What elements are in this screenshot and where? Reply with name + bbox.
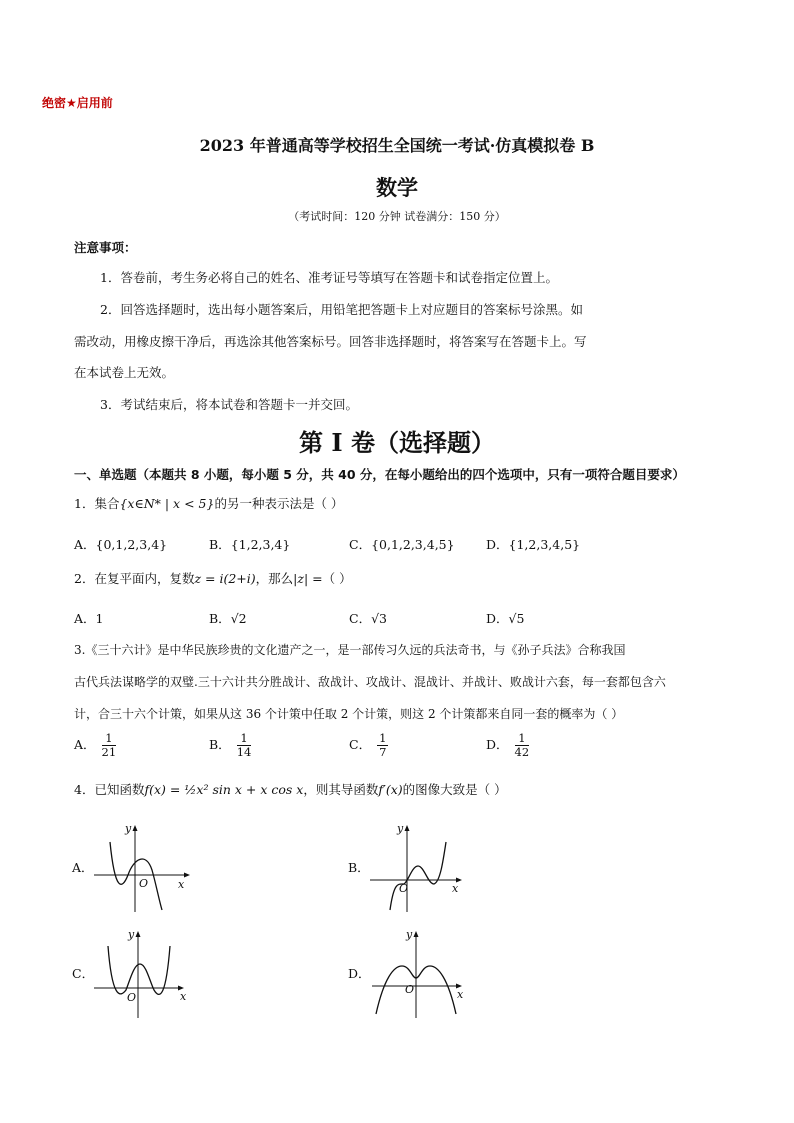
y-axis-arrow <box>136 931 141 937</box>
q4-function-expression: f(x) = ½x² sin x + x cos x <box>144 782 304 797</box>
q2-modulus: |z| = <box>293 571 323 586</box>
q4-option-a-label: A． <box>72 860 94 875</box>
notice-item: 3．考试结束后，将本试卷和答题卡一并交回。 <box>100 397 358 412</box>
question-3-line: 3.《三十六计》是中华民族珍贵的文化遗产之一，是一部传习久远的兵法奇书，与《孙子兵法》合称我国 <box>74 643 626 657</box>
question-3-line: 古代兵法谋略学的双璧.三十六计共分胜战计、敌战计、攻战计、混战计、并战计、败战计六套，每一套都包含六 <box>74 675 666 689</box>
q3-option-b: B． $\frac{1}{14}$ <box>209 731 252 759</box>
x-label: x <box>180 990 187 1003</box>
y-axis-arrow <box>405 825 410 831</box>
x-label: x <box>178 878 185 891</box>
y-label: y <box>128 928 135 941</box>
x-label: x <box>452 882 459 895</box>
q4-graph-d <box>372 928 472 1020</box>
part-heading: 一、单选题（本题共 8 小题，每小题 5 分，共 40 分，在每小题给出的四个选项中，只有一项符合题目要求） <box>74 467 685 482</box>
subject-title: 数学 <box>376 176 418 200</box>
question-1-stem: 1．集合{x∈N* | x < 5}的另一种表示法是（ ） <box>74 496 344 511</box>
fraction: $\frac{1}{21}$ <box>101 731 117 759</box>
q1-option-c: C．{0,1,2,3,4,5} <box>349 537 455 552</box>
q4-graph-b <box>370 822 470 914</box>
y-label: y <box>406 928 413 941</box>
notice-item: 在本试卷上无效。 <box>74 365 175 380</box>
y-label: y <box>125 822 132 835</box>
q4-graph-a <box>94 822 194 914</box>
x-label: x <box>457 988 464 1001</box>
q1-option-a: A．{0,1,2,3,4} <box>74 537 168 552</box>
q2-option-d: D．√5 <box>486 611 525 626</box>
q4-option-d-label: D． <box>348 966 371 981</box>
question-4-stem: 4．已知函数f(x) = ½x² sin x + x cos x，则其导函数f′(x)的图像大致是（ ） <box>74 782 507 797</box>
q4-option-b-label: B． <box>348 860 370 875</box>
q2-option-c: C．√3 <box>349 611 387 626</box>
q1-set-expression: {x∈N* | x < 5} <box>119 496 215 511</box>
notice-item: 1．答卷前，考生务必将自己的姓名、准考证号等填写在答题卡和试卷指定位置上。 <box>100 270 558 285</box>
curve <box>110 842 162 910</box>
x-axis-arrow <box>184 873 190 878</box>
curve <box>108 946 170 994</box>
fraction: $\frac{1}{14}$ <box>236 731 252 759</box>
y-axis-arrow <box>414 931 419 937</box>
q3-option-a: A． $\frac{1}{21}$ <box>74 731 117 759</box>
curve <box>390 842 446 910</box>
q3-option-d: D． $\frac{1}{42}$ <box>486 731 530 759</box>
q4-derivative: f′(x) <box>378 782 403 797</box>
q2-option-a: A．1 <box>74 611 104 626</box>
question-2-stem: 2．在复平面内，复数z = i(2+i)，那么|z| =（ ） <box>74 571 352 586</box>
origin-label: O <box>405 983 415 996</box>
y-axis-arrow <box>133 825 138 831</box>
q3-option-c: C． $\frac{1}{7}$ <box>349 731 387 759</box>
q2-option-b: B．√2 <box>209 611 247 626</box>
origin-label: O <box>399 882 409 895</box>
notice-heading: 注意事项： <box>74 240 137 255</box>
q4-option-c-label: C． <box>72 966 95 981</box>
section-title: 第 I 卷（选择题） <box>299 428 495 457</box>
y-label: y <box>397 822 404 835</box>
question-3-line: 计，合三十六个计策，如果从这 36 个计策中任取 2 个计策，则这 2 个计策都来自同一套的概率为（ ） <box>74 707 624 721</box>
q1-option-b: B．{1,2,3,4} <box>209 537 291 552</box>
notice-item: 需改动，用橡皮擦干净后，再选涂其他答案标号。回答非选择题时，将答案写在答题卡上。写 <box>74 334 587 349</box>
origin-label: O <box>127 991 137 1004</box>
q1-option-d: D．{1,2,3,4,5} <box>486 537 581 552</box>
exam-info: （考试时间：120 分钟 试卷满分：150 分） <box>288 210 506 223</box>
fraction: $\frac{1}{42}$ <box>514 731 530 759</box>
notice-item: 2．回答选择题时，选出每小题答案后，用铅笔把答题卡上对应题目的答案标号涂黑。如 <box>100 302 583 317</box>
q4-graph-c <box>94 928 194 1020</box>
fraction: $\frac{1}{7}$ <box>379 731 387 759</box>
q2-complex-expression: z = i(2+i) <box>194 571 256 586</box>
confidential-mark: 绝密★启用前 <box>42 96 113 110</box>
exam-title: 2023 年普通高等学校招生全国统一考试·仿真模拟卷 B <box>199 136 595 155</box>
origin-label: O <box>139 877 149 890</box>
